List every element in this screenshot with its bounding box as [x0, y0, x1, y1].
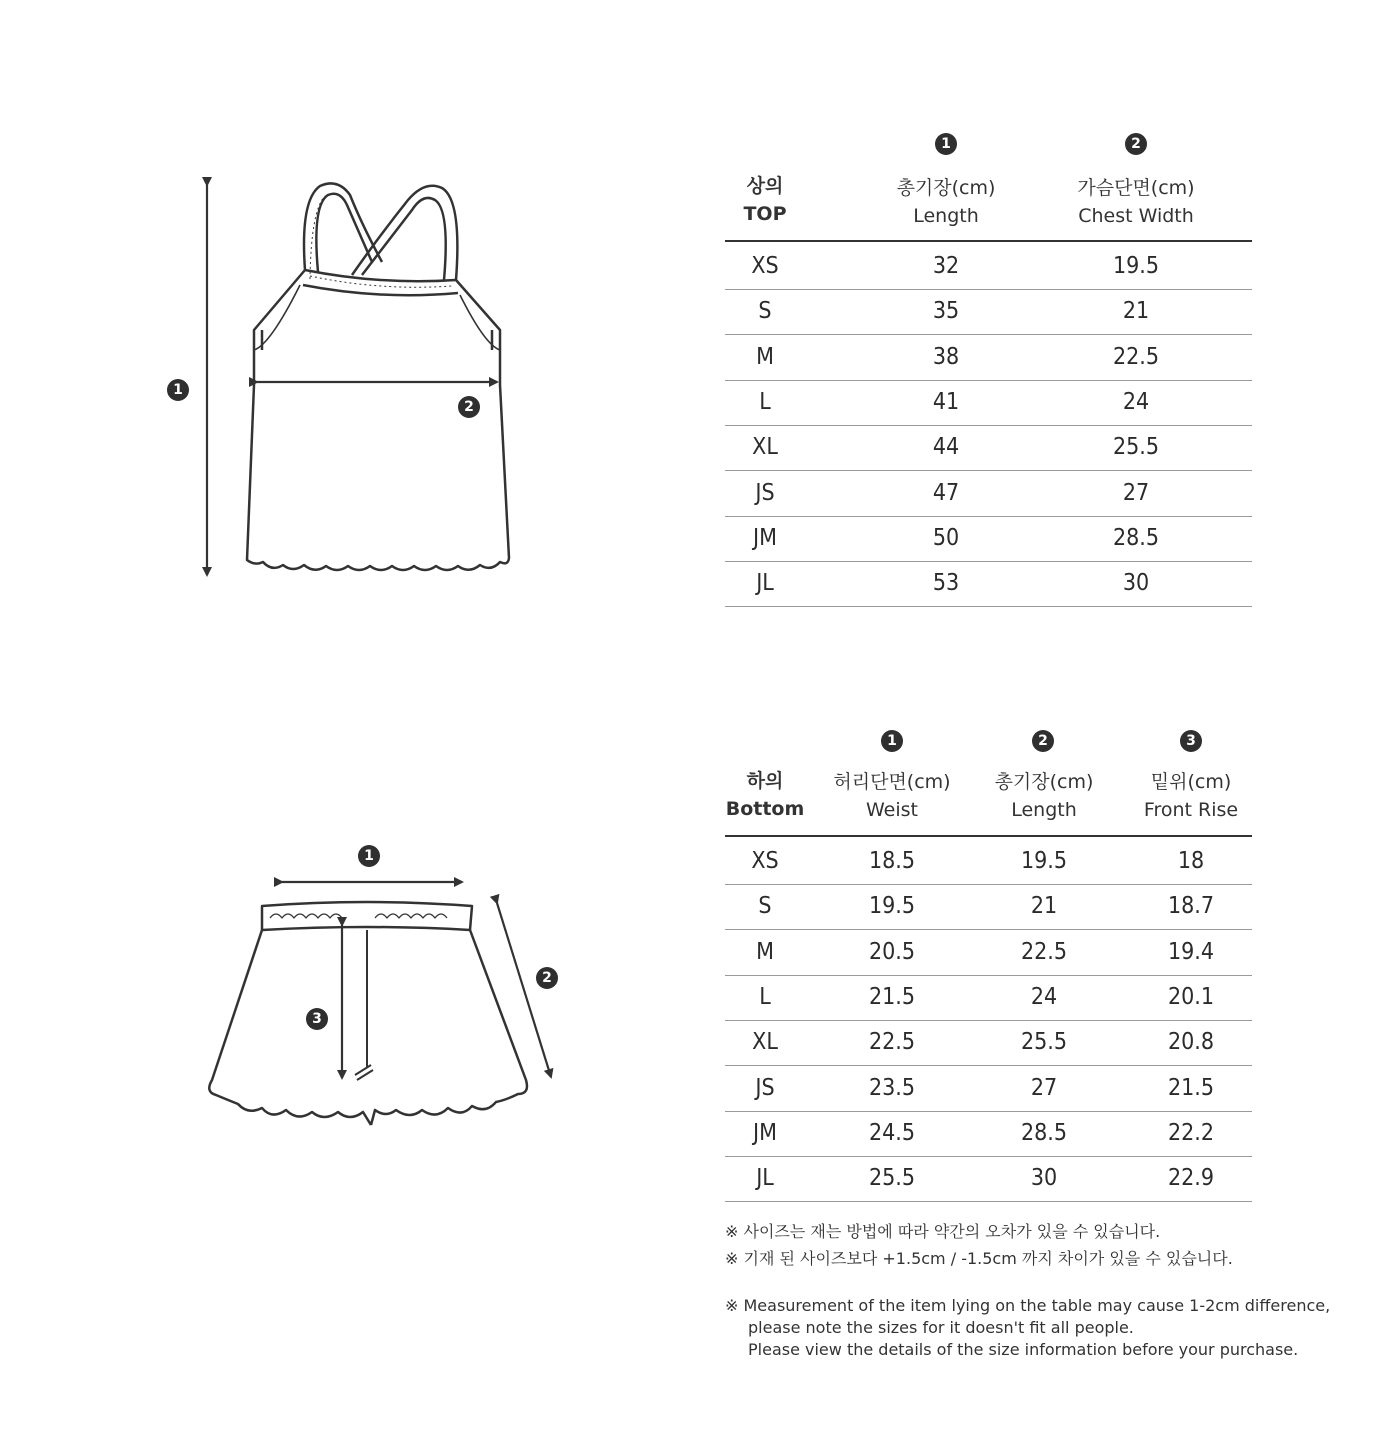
note-ko-2: ※ 기재 된 사이즈보다 +1.5cm / -1.5cm 까지 차이가 있을 수 있습니다.: [725, 1249, 1233, 1268]
bottom-cell-c2: 21: [1030, 893, 1058, 920]
bottom-label-en: Bottom: [725, 798, 805, 820]
bottom-cell-c3: 22.9: [1167, 1165, 1215, 1192]
top-table-row: [725, 425, 1252, 471]
bottom-col2-ko: 총기장(cm): [994, 771, 1094, 793]
top-table-row: [725, 471, 1252, 517]
top-cell-c2: 28.5: [1112, 524, 1160, 551]
top-cell-c2: 25.5: [1112, 434, 1160, 461]
bottom-cell-c2: 27: [1030, 1074, 1058, 1101]
top-table-row: [725, 561, 1252, 607]
top-col2-ko: 가슴단면(cm): [1077, 177, 1195, 199]
top-cell-size: XL: [752, 434, 778, 461]
bottom-cell-size: JM: [753, 1119, 777, 1146]
top-cell-c1: 41: [932, 388, 960, 415]
top-cell-c2: 21: [1122, 298, 1150, 325]
bottom-cell-c1: 21.5: [868, 983, 916, 1010]
bottom-cell-c2: 19.5: [1020, 848, 1068, 874]
bottom-cell-c3: 20.8: [1167, 1029, 1215, 1056]
top-label-en: TOP: [743, 203, 787, 225]
top-length-marker: 1: [167, 379, 189, 401]
top-illustration: [247, 183, 509, 570]
bottom-col1-ko: 허리단면(cm): [833, 771, 951, 793]
bottom-col1-number: 1: [881, 730, 903, 752]
top-cell-c1: 44: [932, 434, 960, 461]
top-cell-c2: 30: [1122, 570, 1150, 597]
top-cell-size: JL: [756, 570, 774, 597]
top-cell-size: XS: [751, 253, 779, 279]
bottom-illustration: [209, 902, 527, 1125]
top-cell-c1: 50: [932, 524, 960, 551]
bottom-cell-size: XL: [752, 1029, 778, 1056]
bottom-table-row: [725, 839, 1252, 885]
top-cell-c1: 53: [932, 570, 960, 597]
bottom-cell-c2: 30: [1030, 1165, 1058, 1192]
note-en-2: please note the sizes for it doesn't fit all people.: [748, 1318, 1134, 1337]
bottom-table-row: [725, 975, 1252, 1021]
bottom-cell-c1: 23.5: [868, 1074, 916, 1101]
top-table-row: [725, 244, 1252, 290]
note-en-1: ※ Measurement of the item lying on the table may cause 1-2cm difference,: [725, 1296, 1331, 1315]
bottom-cell-size: S: [758, 893, 772, 920]
bottom-table-row: [725, 1020, 1252, 1066]
top-cell-c1: 47: [932, 479, 960, 506]
bottom-table-row: [725, 1066, 1252, 1112]
top-cell-c2: 22.5: [1112, 343, 1160, 370]
note-en-3: Please view the details of the size information before your purchase.: [748, 1340, 1299, 1359]
top-table-label: [725, 172, 805, 228]
top-table-row: [725, 335, 1252, 381]
bottom-cell-c2: 28.5: [1020, 1119, 1068, 1146]
top-cell-size: JM: [753, 524, 777, 551]
bottom-table-row: [725, 930, 1252, 976]
bottom-cell-size: JL: [756, 1165, 774, 1192]
bottom-cell-c1: 19.5: [868, 893, 916, 920]
top-cell-size: JS: [755, 479, 775, 506]
bottom-cell-c1: 24.5: [868, 1119, 916, 1146]
bottom-cell-size: JS: [755, 1074, 775, 1101]
bottom-table-row: [725, 1111, 1252, 1157]
top-col1-ko: 총기장(cm): [896, 177, 996, 199]
top-col2-en: Chest Width: [1078, 205, 1194, 227]
top-col1-number: 1: [935, 133, 957, 155]
top-cell-size: L: [759, 388, 771, 415]
bottom-cell-c3: 18: [1177, 848, 1205, 874]
top-cell-c2: 19.5: [1112, 253, 1160, 279]
note-ko-1: ※ 사이즈는 재는 방법에 따라 약간의 오차가 있을 수 있습니다.: [725, 1222, 1161, 1241]
top-cell-c1: 35: [932, 298, 960, 325]
top-col2-header: [1046, 174, 1226, 230]
top-table-row: [725, 380, 1252, 426]
bottom-col1-en: Weist: [866, 799, 918, 821]
bottom-cell-c3: 19.4: [1167, 938, 1215, 965]
bottom-col3-header: [1126, 768, 1256, 824]
top-cell-size: S: [758, 298, 772, 325]
bottom-cell-c1: 18.5: [868, 848, 916, 874]
top-cell-c2: 27: [1122, 479, 1150, 506]
top-cell-size: M: [756, 343, 774, 370]
top-col2-number: 2: [1125, 133, 1147, 155]
top-col1-header: [866, 174, 1026, 230]
bottom-waist-marker: 1: [358, 845, 380, 867]
garment-illustrations: [0, 0, 720, 1200]
bottom-cell-c1: 20.5: [868, 938, 916, 965]
bottom-col3-number: 3: [1180, 730, 1202, 752]
bottom-cell-c3: 18.7: [1167, 893, 1215, 920]
bottom-cell-size: XS: [751, 848, 779, 874]
bottom-cell-c2: 24: [1030, 983, 1058, 1010]
top-table-row: [725, 516, 1252, 562]
top-cell-c1: 32: [932, 253, 960, 279]
bottom-col2-header: [974, 768, 1114, 824]
bottom-table-row: [725, 884, 1252, 930]
bottom-cell-c3: 21.5: [1167, 1074, 1215, 1101]
bottom-length-arrow: [497, 903, 551, 1077]
bottom-col2-en: Length: [1011, 799, 1077, 821]
bottom-cell-c1: 22.5: [868, 1029, 916, 1056]
top-col1-en: Length: [913, 205, 979, 227]
bottom-col3-en: Front Rise: [1143, 799, 1239, 821]
bottom-cell-c3: 20.1: [1167, 983, 1215, 1010]
bottom-col2-number: 2: [1032, 730, 1054, 752]
top-cell-c1: 38: [932, 343, 960, 370]
bottom-cell-c2: 22.5: [1020, 938, 1068, 965]
bottom-length-marker: 2: [536, 967, 558, 989]
top-chest-marker: 2: [458, 396, 480, 418]
bottom-col1-header: [822, 768, 962, 824]
bottom-table-label: [718, 767, 812, 823]
top-cell-c2: 24: [1122, 388, 1150, 415]
bottom-label-ko: 하의: [746, 770, 784, 792]
bottom-rise-marker: 3: [306, 1008, 328, 1030]
bottom-cell-c2: 25.5: [1020, 1029, 1068, 1056]
bottom-cell-size: M: [756, 938, 774, 965]
bottom-table-row: [725, 1156, 1252, 1202]
top-table-row: [725, 289, 1252, 335]
top-label-ko: 상의: [746, 175, 784, 197]
bottom-col3-ko: 밑위(cm): [1150, 771, 1232, 793]
bottom-cell-c1: 25.5: [868, 1165, 916, 1192]
bottom-cell-c3: 22.2: [1167, 1119, 1215, 1146]
bottom-cell-size: L: [759, 983, 771, 1010]
